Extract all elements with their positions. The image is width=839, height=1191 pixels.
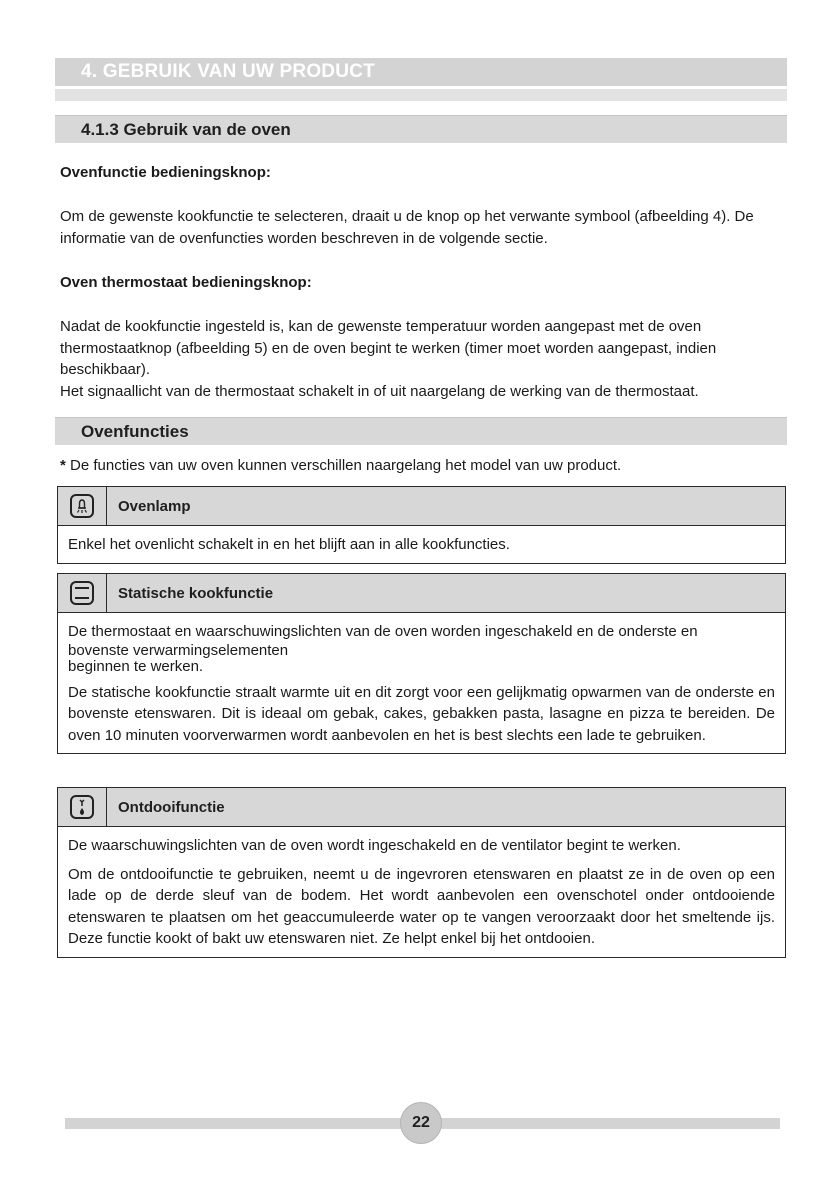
chapter-divider [55,89,787,101]
function-box-static-cooking [57,573,786,754]
page-number: 22 [400,1102,442,1144]
defrost-icon [58,788,107,826]
chapter-title: 4. GEBRUIK VAN UW PRODUCT [55,58,787,86]
function-description [58,613,785,753]
knob-thermostat-text-2: Het signaallicht van de thermostaat schakelt in of uit naargelang de werking van de thermostaat. [60,383,699,400]
function-paragraph-fragment: beginnen te werken. [68,657,204,675]
functions-title: Ovenfuncties [55,417,787,445]
footer-line-right [437,1118,780,1129]
function-box-header [58,574,785,613]
function-description [58,827,785,957]
knob-function-text: Om de gewenste kookfunctie te selecteren, draait u de knop op het verwante symbool (afbeelding 4). De informatie van de ovenfuncties worden beschreven in de volgende sectie. [60,208,754,247]
function-title: Ontdooifunctie [118,798,225,816]
function-paragraph: Enkel het ovenlicht schakelt in en het blijft aan in alle kookfuncties. [68,536,510,553]
function-box-header [58,487,785,526]
function-paragraph: De thermostaat en waarschuwingslichten van de oven worden ingeschakeld en de onderste en [68,623,698,640]
function-box-header [58,788,785,827]
function-paragraph-fragment: bovenste verwarmingselementen [68,641,289,659]
function-title: Statische kookfunctie [118,584,274,602]
note-text: De functies van uw oven kunnen verschillen naargelang het model van uw product. [65,457,622,474]
function-paragraph: De waarschuwingslichten van de oven wordt ingeschakeld en de ventilator begint te werken. [68,837,681,854]
oven-lamp-icon [58,487,107,525]
section-title: 4.1.3 Gebruik van de oven [55,115,787,143]
functions-note [60,457,785,474]
knob-function-heading: Ovenfunctie bedieningsknop: [60,164,271,181]
function-paragraph: Om de ontdooifunctie te gebruiken, neemt u de ingevroren etenswaren en plaatst ze in de oven op een lade op de derde sleuf van de bodem. Het wordt aanbevolen een ovenschotel onder ontdooiende etenswaren te plaatsen om het geaccumuleerde water op te vangen veroorzaakt door het smeltende ijs. Deze functie kookt of bakt uw etenswaren niet. Ze helpt enkel bij het ontdooien. [68,865,775,947]
function-paragraph: De statische kookfunctie straalt warmte uit en dit zorgt voor een gelijkmatig opwarmen van de onderste en bovenste etenswaren. Dit is ideaal om gebak, cakes, gebakken pasta, lasagne en pizza te bereiden. De oven 10 minuten voorverwarmen wordt aanbevolen en het is best slechts een lade te gebruiken. [68,683,775,744]
function-box-oven-lamp [57,486,786,564]
function-description [58,526,785,563]
function-title: Ovenlamp [118,497,191,515]
note-asterisk: * [60,457,66,474]
function-box-defrost [57,787,786,958]
knob-thermostat-text-1: Nadat de kookfunctie ingesteld is, kan de gewenste temperatuur worden aangepast met de oven thermostaatknop (afbeelding 5) en de oven begint te werken (timer moet worden aangepast, indien beschikbaar). [60,318,717,378]
static-cooking-icon [58,574,107,612]
footer-line-left [65,1118,405,1129]
knob-thermostat-heading: Oven thermostaat bedieningsknop: [60,274,312,291]
